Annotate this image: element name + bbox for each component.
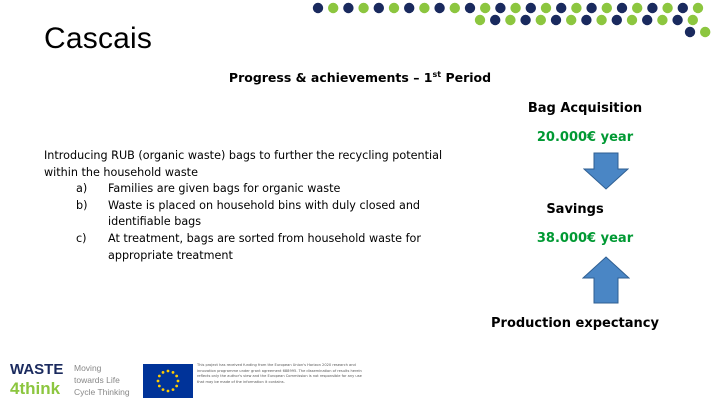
decorative-dot — [602, 3, 612, 13]
decorative-dot — [526, 3, 536, 13]
eu-star — [162, 388, 165, 391]
eu-star — [172, 371, 175, 374]
subtitle-superscript: st — [432, 70, 442, 79]
decorative-dot — [419, 3, 429, 13]
list-item — [44, 181, 444, 198]
intro-paragraph: Introducing RUB (organic waste) bags to further the recycling potential within the household waste — [44, 149, 443, 179]
logo-tagline-2: towards Life — [74, 375, 120, 385]
decorative-dot — [465, 3, 475, 13]
logo-word-4think: 4think — [10, 379, 61, 398]
logo-tagline-3: Cycle Thinking — [74, 387, 130, 397]
decorative-dot — [520, 15, 530, 25]
decorative-dot — [480, 3, 490, 13]
decorative-dot — [490, 15, 500, 25]
decorative-dot — [450, 3, 460, 13]
decorative-dot — [596, 15, 606, 25]
list-item — [44, 231, 444, 264]
subtitle-tail: Period — [441, 70, 492, 86]
list-item — [44, 198, 444, 231]
decorative-dot — [678, 3, 688, 13]
decorative-dot — [328, 3, 338, 13]
decorative-dot — [404, 3, 414, 13]
decorative-dot — [672, 15, 682, 25]
decorative-dot — [688, 15, 698, 25]
decorative-dot — [434, 3, 444, 13]
decorative-dot — [657, 15, 667, 25]
decorative-dot — [551, 15, 561, 25]
content-block — [44, 148, 444, 264]
eu-star — [158, 375, 161, 378]
eu-star — [158, 385, 161, 388]
eu-star — [157, 380, 160, 383]
list-item-text: Waste is placed on household bins with duly closed and identifiable bags — [108, 198, 421, 229]
bullet-list — [44, 181, 444, 264]
decorative-dot — [541, 3, 551, 13]
decorative-dot — [536, 15, 546, 25]
list-marker: b) — [76, 198, 88, 212]
list-marker: c) — [76, 231, 87, 245]
decorative-dot — [389, 3, 399, 13]
eu-star — [172, 388, 175, 391]
decorative-dot — [556, 3, 566, 13]
up-arrow-icon — [582, 256, 630, 304]
decorative-dot — [617, 3, 627, 13]
eu-star — [177, 380, 180, 383]
eu-star — [162, 371, 165, 374]
list-item-text: Families are given bags for organic waste — [108, 182, 341, 196]
slide-subtitle — [0, 70, 720, 85]
logo-tagline-1: Moving — [74, 363, 102, 373]
waste4think-logo — [8, 356, 138, 400]
decorative-dot — [374, 3, 384, 13]
decorative-dot — [566, 15, 576, 25]
down-arrow-icon — [583, 152, 629, 190]
decorative-dot — [475, 15, 485, 25]
decorative-dot — [700, 27, 710, 37]
decorative-dot — [510, 3, 520, 13]
logo-word-waste: WASTE — [10, 361, 64, 378]
eu-flag-icon — [143, 364, 193, 398]
decorative-dot — [685, 27, 695, 37]
decorative-dot — [662, 3, 672, 13]
decorative-dot — [358, 3, 368, 13]
decorative-dot — [586, 3, 596, 13]
eu-star — [175, 375, 178, 378]
decorative-dot — [642, 15, 652, 25]
decorative-dot — [632, 3, 642, 13]
decorative-dot — [505, 15, 515, 25]
eu-star — [167, 370, 170, 373]
decorative-dot — [627, 15, 637, 25]
list-marker: a) — [76, 182, 88, 196]
subtitle-main: Progress & achievements – 1 — [228, 70, 433, 86]
decorative-dot — [343, 3, 353, 13]
decorative-dot — [495, 3, 505, 13]
decorative-dot — [581, 15, 591, 25]
production-expectancy-label: Production expectancy — [491, 316, 659, 331]
decorative-dot — [647, 3, 657, 13]
savings-label: Savings — [546, 202, 604, 217]
decorative-dot — [571, 3, 581, 13]
funding-disclaimer: This project has received funding from the European Union's Horizon 2020 research and innovation programme under grant agreement 688995. The dissemination of results herein reflects only the author's view and the European Commission is not responsible for any use that may be made of the information it contains. — [197, 363, 362, 384]
bag-acquisition-heading: Bag Acquisition — [527, 101, 643, 116]
eu-star — [175, 385, 178, 388]
savings-value: 38.000€ year — [536, 231, 634, 246]
list-item-text: At treatment, bags are sorted from household waste for appropriate treatment — [108, 231, 421, 262]
decorative-dot — [693, 3, 703, 13]
decorative-dot — [313, 3, 323, 13]
acquisition-value: 20.000€ year — [536, 130, 634, 145]
eu-star — [167, 390, 170, 393]
decorative-dot — [612, 15, 622, 25]
slide-title: Cascais — [44, 22, 153, 55]
